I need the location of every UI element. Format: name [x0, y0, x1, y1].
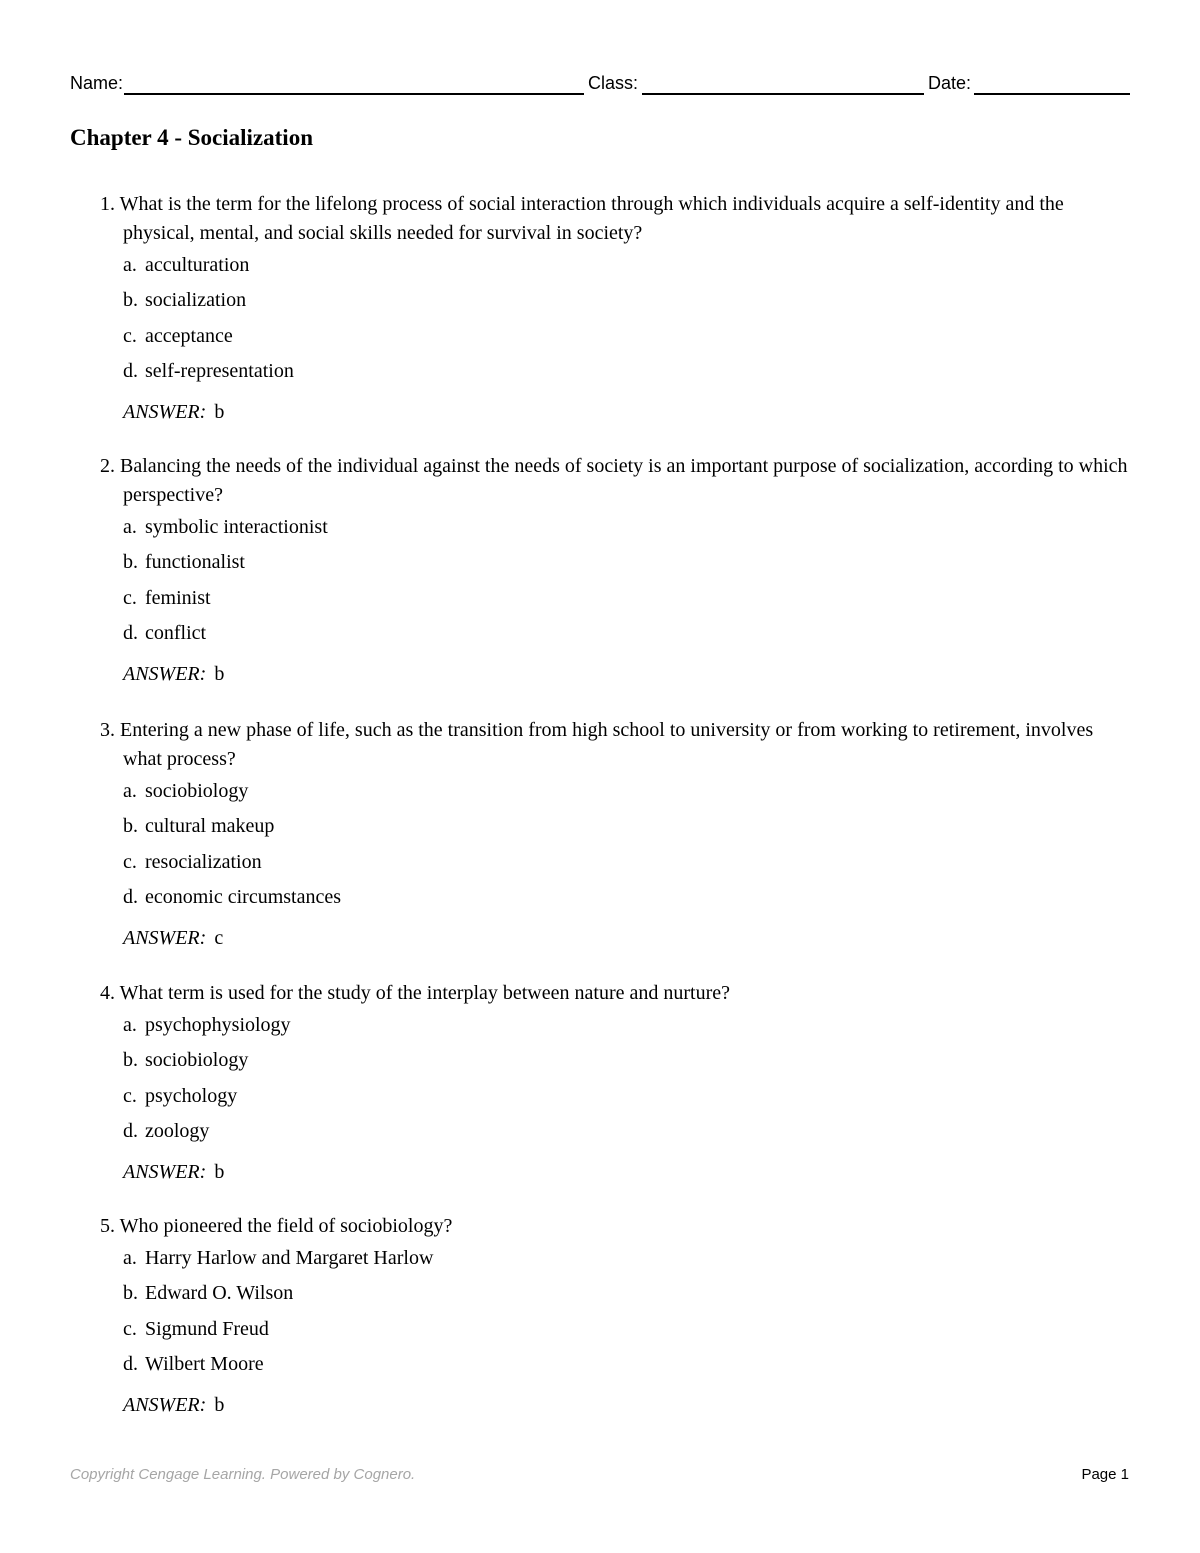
choice-a — [123, 1244, 1130, 1279]
choice-label: d. — [123, 1352, 138, 1375]
choice-label: c. — [123, 1317, 137, 1340]
choice-c — [123, 848, 1130, 883]
header-fields — [70, 72, 1130, 96]
choice-label: d. — [123, 359, 138, 382]
choice-a — [123, 777, 1130, 812]
question-text — [100, 190, 1130, 248]
answer-line — [100, 660, 1130, 689]
choice-b — [123, 1279, 1130, 1314]
choice-c — [123, 322, 1130, 357]
name-label: Name: — [70, 73, 124, 93]
choice-c — [123, 584, 1130, 619]
choice-label: d. — [123, 1119, 138, 1142]
choice-label: c. — [123, 324, 137, 347]
page-number: Page 1 — [1081, 1466, 1129, 1483]
choice-text: symbolic interactionist — [145, 516, 328, 538]
choice-text: zoology — [145, 1119, 210, 1142]
choice-d — [123, 1117, 1130, 1152]
choice-text: resocialization — [145, 850, 262, 873]
choice-a — [123, 513, 1130, 548]
question-number: 1. — [100, 193, 115, 215]
chapter-title: Chapter 4 - Socialization — [70, 125, 313, 150]
choice-text: feminist — [145, 586, 211, 609]
choice-label: a. — [123, 254, 137, 276]
choice-label: a. — [123, 1247, 137, 1269]
answer-label: ANSWER: — [123, 401, 207, 424]
choice-text: acceptance — [145, 324, 233, 347]
choice-text: self-representation — [145, 359, 294, 382]
choice-label: d. — [123, 885, 138, 908]
question-stem: Balancing the needs of the individual against the needs of society is an important purpose of socialization, according to which perspective? — [120, 455, 1128, 506]
footer-copyright: Copyright Cengage Learning. Powered by Cognero. — [70, 1466, 416, 1483]
choice-text: sociobiology — [145, 780, 249, 802]
choice-d — [123, 1350, 1130, 1385]
choice-b — [123, 548, 1130, 583]
choice-text: sociobiology — [145, 1049, 249, 1072]
answer-label: ANSWER: — [123, 1394, 207, 1417]
choice-label: c. — [123, 850, 137, 873]
choice-text: Sigmund Freud — [145, 1317, 269, 1340]
choice-b — [123, 812, 1130, 847]
answer-line — [100, 924, 1130, 953]
answer-value: b — [214, 663, 225, 686]
choice-label: a. — [123, 780, 137, 802]
choice-label: b. — [123, 815, 138, 838]
class-line — [642, 93, 924, 95]
choice-c — [123, 1315, 1130, 1350]
answer-value: b — [214, 1394, 225, 1417]
class-label: Class: — [588, 73, 639, 93]
question-stem: What term is used for the study of the interplay between nature and nurture? — [119, 982, 730, 1004]
choice-text: cultural makeup — [145, 815, 275, 838]
choice-a — [123, 251, 1130, 286]
answer-value: b — [214, 1161, 225, 1184]
question-text — [100, 716, 1130, 774]
choice-list — [100, 1244, 1130, 1385]
question-2 — [100, 452, 1130, 689]
answer-line — [100, 1158, 1130, 1187]
question-5 — [100, 1212, 1130, 1420]
choice-text: economic circumstances — [145, 885, 342, 908]
choice-text: conflict — [145, 621, 207, 644]
answer-line — [100, 1391, 1130, 1420]
choice-b — [123, 286, 1130, 321]
question-stem: What is the term for the lifelong process of social interaction through which individuals acquire a self-identity and the physical, mental, and social skills needed for survival in society? — [119, 193, 1064, 244]
question-text — [100, 1212, 1130, 1241]
choice-b — [123, 1046, 1130, 1081]
question-1 — [100, 190, 1130, 427]
choice-label: b. — [123, 289, 138, 312]
choice-text: Wilbert Moore — [145, 1352, 264, 1375]
choice-text: socialization — [145, 289, 247, 312]
question-number: 4. — [100, 982, 115, 1004]
answer-label: ANSWER: — [123, 663, 207, 686]
choice-list — [100, 1011, 1130, 1152]
choice-label: a. — [123, 1014, 137, 1036]
choice-text: Edward O. Wilson — [145, 1282, 294, 1305]
choice-d — [123, 619, 1130, 654]
answer-value: c — [214, 927, 224, 950]
choice-d — [123, 357, 1130, 392]
choice-label: b. — [123, 551, 138, 574]
question-3 — [100, 716, 1130, 953]
choice-text: Harry Harlow and Margaret Harlow — [145, 1247, 434, 1269]
choice-label: b. — [123, 1049, 138, 1072]
choice-label: d. — [123, 621, 138, 644]
choice-text: functionalist — [145, 551, 245, 574]
question-4 — [100, 979, 1130, 1187]
choice-d — [123, 883, 1130, 918]
question-number: 5. — [100, 1215, 115, 1237]
question-stem: Entering a new phase of life, such as the transition from high school to university or from working to retirement, involves what process? — [120, 719, 1094, 770]
date-line — [974, 93, 1130, 95]
question-number: 2. — [100, 455, 115, 477]
question-number: 3. — [100, 719, 115, 741]
choice-list — [100, 251, 1130, 392]
choice-label: b. — [123, 1282, 138, 1305]
choice-c — [123, 1082, 1130, 1117]
choice-list — [100, 513, 1130, 654]
date-label: Date: — [928, 73, 972, 93]
question-stem: Who pioneered the field of sociobiology? — [119, 1215, 453, 1237]
choice-text: psychology — [145, 1084, 238, 1107]
answer-label: ANSWER: — [123, 927, 207, 950]
choice-text: psychophysiology — [145, 1014, 291, 1036]
choice-label: a. — [123, 516, 137, 538]
choice-text: acculturation — [145, 254, 250, 276]
question-text — [100, 979, 1130, 1008]
answer-value: b — [214, 401, 225, 424]
name-line — [124, 93, 584, 95]
choice-label: c. — [123, 1084, 137, 1107]
answer-label: ANSWER: — [123, 1161, 207, 1184]
choice-a — [123, 1011, 1130, 1046]
choice-list — [100, 777, 1130, 918]
answer-line — [100, 398, 1130, 427]
question-text — [100, 452, 1130, 510]
choice-label: c. — [123, 586, 137, 609]
